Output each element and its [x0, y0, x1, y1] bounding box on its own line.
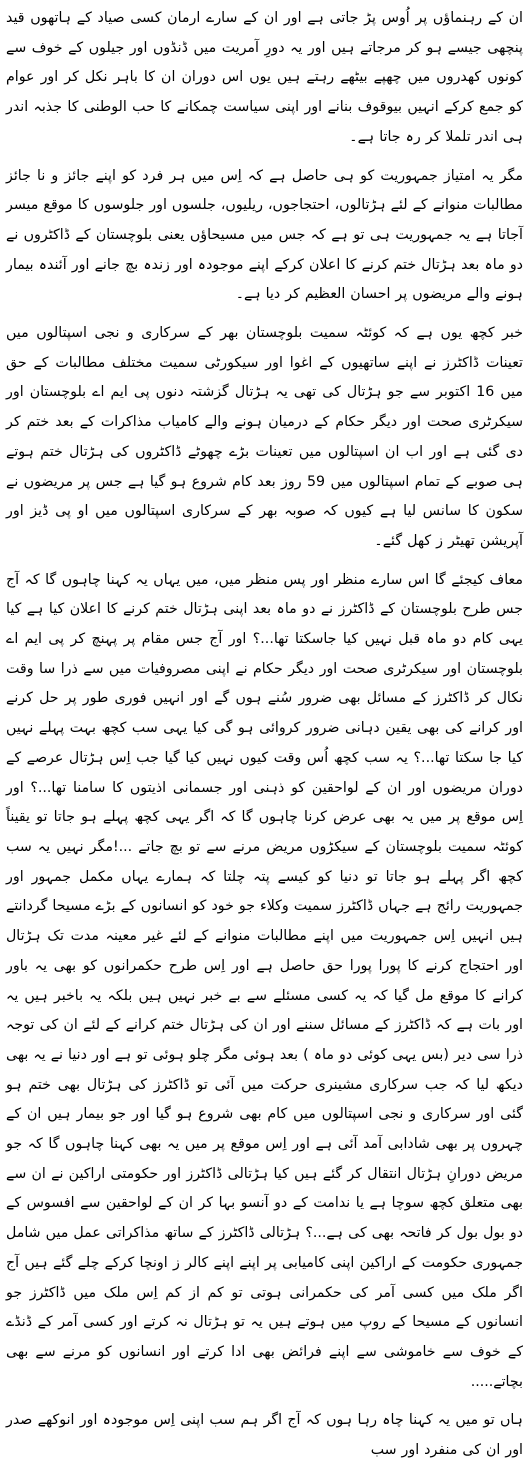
article-body [6, 4, 523, 1466]
paragraph-2: مگر یہ امتیاز جمہوریت کو ہی حاصل ہے کہ اِس میں ہر فرد کو اپنے جائز و نا جائز مطالبات منوانے کے لئے ہڑتالوں، احتجاجوں، ریلیوں، جلسوں اور جلوسوں کا موقع میسر آجاتا ہے یہ جمہوریت ہی تو ہے کہ جس میں مسیحاؤں یعنی بلوچستان کے ڈاکٹروں نے دو ماہ بعد ہڑتال ختم کرنے کا اعلان کرکے اپنے موجودہ اور زندہ بچ جانے اور آئندہ بیمار ہونے والے مریضوں پر احسان العظیم کر دیا ہے۔ [6, 167, 523, 303]
paragraph-4: معاف کیجئے گا اس سارے منظر اور پس منظر میں، میں یہاں یہ کہنا چاہوں گا کہ آج جس طرح بلوچستان کے ڈاکٹرز نے دو ماہ بعد اپنی ہڑتال ختم کرنے کا اعلان کیا ہے کیا یہی کام دو ماہ قبل نہیں کیا جاسکتا تھا...؟ اور آج جس مقام پر پہنچ کر پی ایم اے بلوچستان اور سیکرٹری صحت اور دیگر حکام نے اپنی مصروفیات میں سے ذرا سا وقت نکال کر ڈاکٹرز کے مسائل بھی ضرور سُنے ہوں گے اور انہیں فوری طور پر حل کرنے اور کرانے کی بھی یقین دہانی ضرور کروائی ہو گی کیا یہی سب کچھ بہت پہلے نہیں کیا جا سکتا تھا...؟ یہ سب کچھ اُس وقت کیوں نہیں کیا گیا جب اِس ہڑتال عرصے کے دوران مریضوں اور ان کے لواحقین کو ذہنی اور جسمانی اذیتوں کا سامنا تھا...؟ اور اِس موقع پر میں یہ بھی عرض کرنا چاہوں گا کہ اگر یہی کچھ پہلے ہو جاتا تو یقیناً کوئٹہ سمیت بلوچستان کے سیکڑوں مریض مرنے سے تو بچ جاتے ...!مگر نہیں یہ سب کچھ اگر پہلے ہو جاتا تو دنیا کو کیسے پتہ چلتا کہ ہمارے یہاں مکمل جمہور اور جمہوریت رائج ہے جہاں ڈاکٹرز سمیت وکلاء جو خود کو انسانوں کے بڑے مسیحا گردانتے ہیں انہیں اِس جمہوریت میں اپنے مطالبات منوانے کے لئے غیر معینہ مدت تک ہڑتال اور احتجاج کرنے کا پورا پورا حق حاصل ہے اور اِس طرح حکمرانوں کو بھی یہ باور کرانے کا موقع مل گیا کہ یہ کسی مسئلے سے بے خبر نہیں ہیں بلکہ یہ باخبر ہیں یہ اور بات ہے کہ ڈاکٹرز کے مسائل سننے اور ان کی ہڑتال ختم کرانے کے لئے ان کی توجہ ذرا سی دیر (بس یہی کوئی دو ماہ ) بعد ہوئی مگر چلو ہوئی تو ہے اور دنیا نے یہ بھی دیکھ لیا کہ جب سرکاری مشینری حرکت میں آئی تو ڈاکٹرز کی ہڑتال بھی ختم ہو گئی اور سرکاری و نجی اسپتالوں میں کام بھی شروع ہو گیا اور جو بیمار ہیں ان کے چہروں پر بھی شادابی آمد آئی ہے اور اِس موقع پر میں یہ بھی کہنا چاہوں گا کہ جو مریض دورانِ ہڑتال انتقال کر گئے ہیں کیا ہڑتالی ڈاکٹرز اور حکومتی اراکین نے ان سے بھی متعلق کچھ سوچا ہے یا ندامت کے دو آنسو بہا کر ان کے لواحقین سے افسوس کے دو بول بول کر فاتحہ بھی کی ہے...؟ ہڑتالی ڈاکٹرز کے ساتھ مذاکراتی عمل میں شامل جمہوری حکومت کے اراکین اپنی کامیابی پر اپنے اپنے کالر ز اونچا کرکے چلے گئے ہیں آج اگر ملک میں کسی آمر کی حکمرانی ہوتی تو کم از کم اِس ملک میں ڈاکٹرز جو انسانوں کے مسیحا کے روپ میں ہوتے ہیں یہ تو ہڑتال نہ کرتے اور کسی آمر کے ڈنڈے کے خوف سے خاموشی سے اپنے فرائض بھی ادا کرتے اور انسانوں کو مرنے سے بھی بچاتے..... [6, 571, 523, 1390]
paragraph-5: ہاں تو میں یہ کہنا چاہ رہا ہوں کہ آج اگر ہم سب اپنی اِس موجودہ اور انوکھے صدر اور ان کی منفرد اور سب [6, 1412, 523, 1459]
paragraph-1: ان کے رہنماؤں پر اُوس پڑ جاتی ہے اور ان کے سارے ارمان کسی صیاد کے ہاتھوں قید پنچھی جیسے ہو کر مرجاتے ہیں اور یہ دورِ آمریت میں ڈنڈوں اور جیلوں کے خوف سے کونوں کھدروں میں چھپے بیٹھے رہتے ہیں یوں اس دوران ان کا باہر نکل کر اور عوام کو جمع کرکے انہیں بیوقوف بنانے اور اپنی سیاست چمکانے کا حب الوطنی کا جذبہ اندر ہی اندر تلملا کر رہ جاتا ہے۔ [6, 10, 523, 145]
paragraph-3: خبر کچھ یوں ہے کہ کوئٹہ سمیت بلوچستان بھر کے سرکاری و نجی اسپتالوں میں تعینات ڈاکٹرز نے اپنے ساتھیوں کے اغوا اور سیکورٹی سمیت مختلف مطالبات کے حق میں 16 اکتوبر سے جو ہڑتال کی تھی یہ ہڑتال گزشتہ دنوں پی ایم اے بلوچستان اور سیکرٹری صحت اور دیگر حکام کے درمیان ہونے والے کامیاب مذاکرات کے بعد ختم کر دی گئی ہے اور اب ان اسپتالوں میں تعینات بڑے چھوٹے ڈاکٹروں کی ہڑتال ختم ہوتے ہی صوبے کے تمام اسپتالوں میں 59 روز بعد کام شروع ہو گیا ہے جس پر مریضوں نے سکون کا سانس لیا ہے کیوں کہ صوبہ بھر کے سرکاری اسپتالوں میں او پی ڈیز اور آپریشن تھیٹر ز کھل گئے۔ [6, 325, 523, 549]
